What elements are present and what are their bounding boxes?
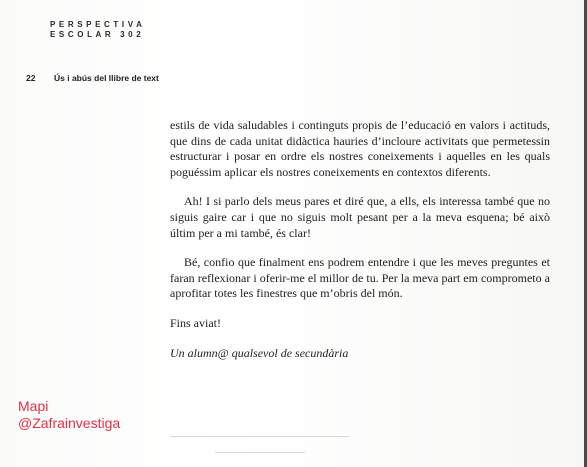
paragraph-1: estils de vida saludables i continguts propis de l’educació en valors i actituds, que dins de cada unitat didàctica hauries d’incloure activitats que permetessin estructurar i posar en ordre els nostres coneixements i aquelles en les quals poguéssim aplicar els nostres coneixements en contextos diferents. <box>170 118 550 179</box>
paragraph-2: Ah! I si parlo dels meus pares et diré que, a ells, els interessa també que no siguis gaire car i que no siguis molt pesant per a la meva esquena; bé això últim per a mi també, és clar! <box>170 194 550 240</box>
closing-line: Fins aviat! <box>170 315 221 330</box>
chapter-title: Ús i abús del llibre de text <box>54 73 159 83</box>
bleed-through-mark <box>215 452 305 453</box>
article-body <box>170 118 550 375</box>
signature: Un alumn@ qualsevol de secundària <box>170 345 349 360</box>
paragraph-3: Bé, confio que finalment ens podrem entendre i que les meves preguntes et faran reflexionar i oferir-me el millor de tu. Per la meva part em comprometo a aprofitar totes les finestres que m’obris del món. <box>170 255 550 301</box>
journal-masthead <box>50 20 145 39</box>
watermark-line-2: @Zafrainvestiga <box>18 415 121 431</box>
watermark-line-1: Mapi <box>18 398 49 414</box>
masthead-line-1: PERSPECTIVA <box>50 20 146 29</box>
author-watermark <box>18 398 120 432</box>
bleed-through-mark <box>170 436 350 437</box>
running-head <box>26 73 159 83</box>
masthead-line-2: ESCOLAR 302 <box>50 29 145 39</box>
page-number: 22 <box>26 73 36 83</box>
